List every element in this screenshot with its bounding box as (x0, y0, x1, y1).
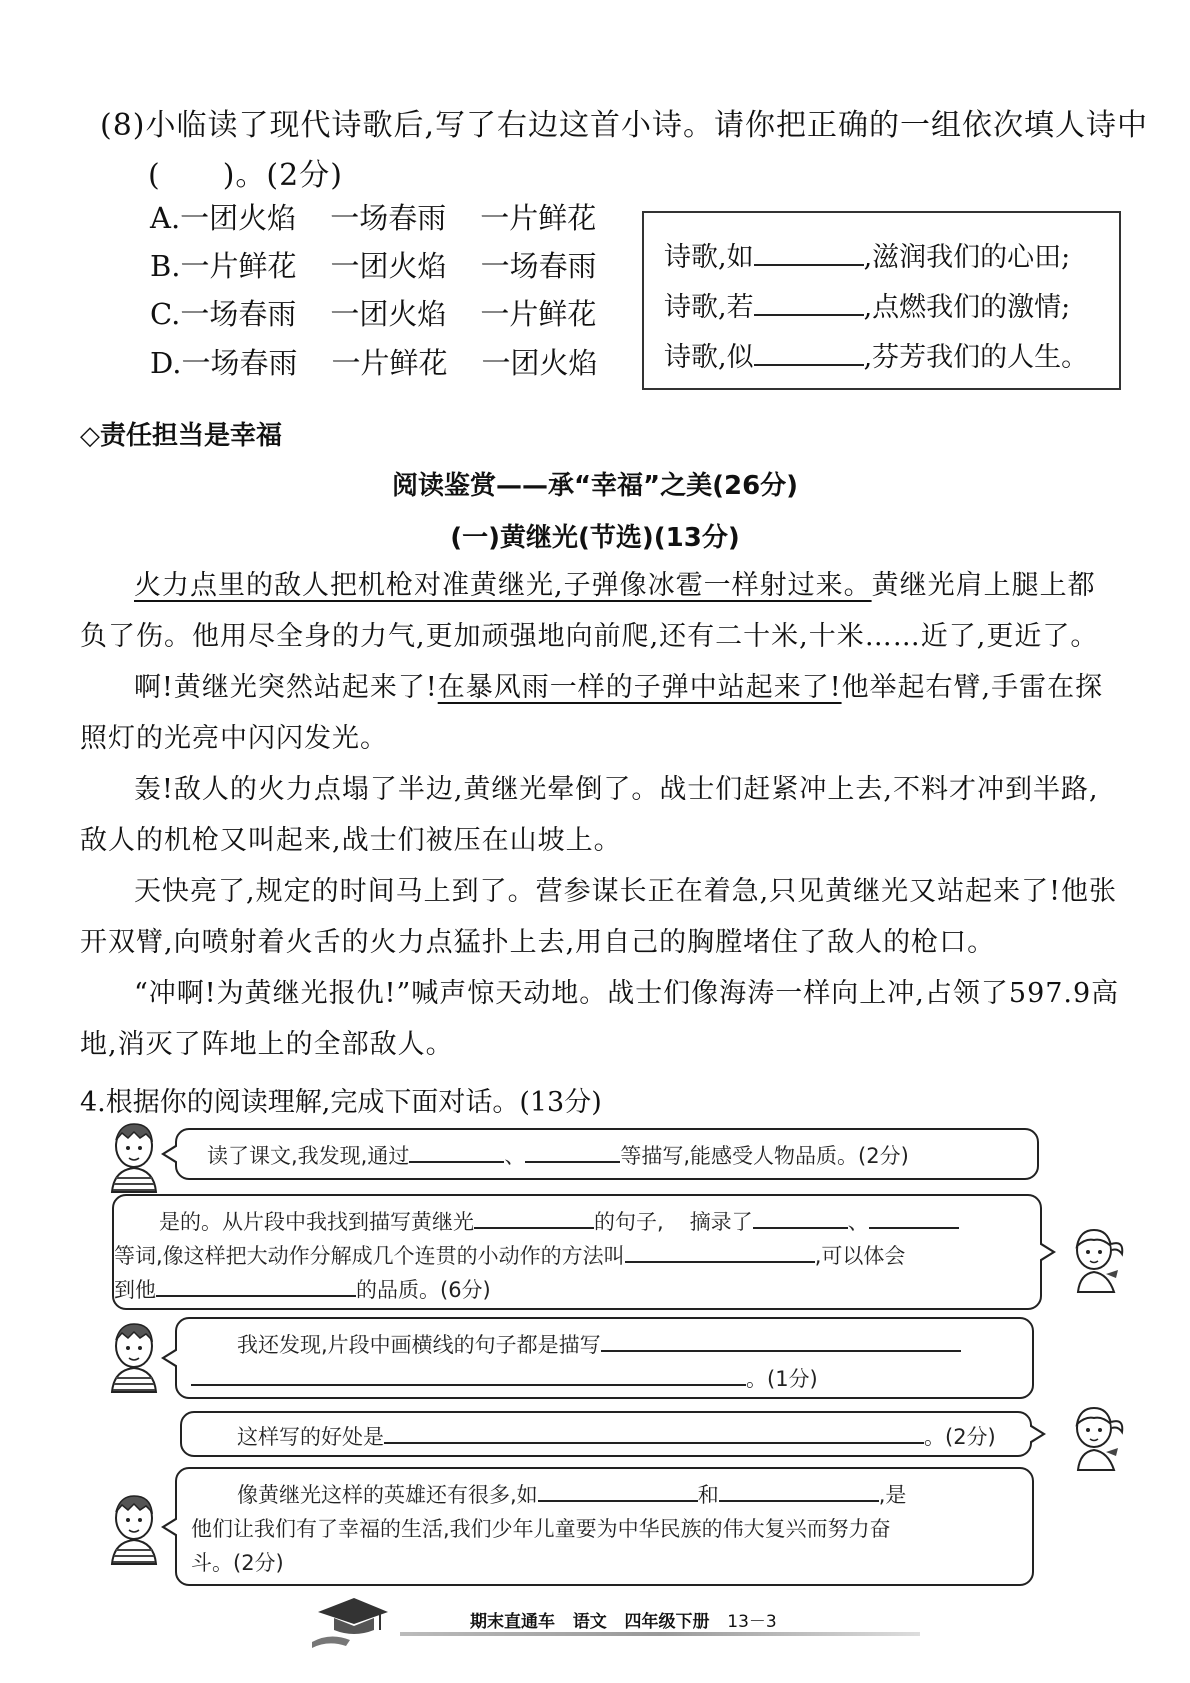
bubble-text: 、 (847, 1210, 869, 1234)
reading-title: 阅读鉴赏——承“幸福”之美(26分) (391, 471, 799, 501)
bubble-text: ,是 (878, 1483, 907, 1507)
q4-prompt: 4.根据你的阅读理解,完成下面对话。(13分) (80, 1087, 602, 1118)
poem-text: ,点燃我们的激情; (863, 292, 1071, 323)
boy-figure-icon (106, 1492, 164, 1568)
girl-figure-icon (1066, 1222, 1124, 1298)
option-label: A. (150, 201, 181, 235)
q8-line1: (8)小临读了现代诗歌后,写了右边这首小诗。请你把正确的一组依次填人诗中 (100, 108, 1149, 143)
answer-blank[interactable] (719, 1482, 879, 1502)
bubble-text: 是的。从片段中我找到描写黄继光 (159, 1210, 474, 1234)
bubble-3-line-2 (191, 1363, 818, 1393)
option-item: 一场春雨 (181, 346, 298, 380)
boy-figure-icon (106, 1320, 164, 1396)
underlined-sentence: 在暴风雨一样的子弹中站起来了! (437, 672, 842, 703)
option-item: 一团火焰 (330, 297, 447, 331)
option-item: 一场春雨 (180, 297, 297, 331)
option-d (150, 341, 631, 382)
bubble-5-line-3: 斗。(2分) (191, 1551, 284, 1575)
poem-blank[interactable] (754, 292, 864, 316)
answer-blank[interactable] (409, 1143, 504, 1163)
option-label: D. (150, 346, 182, 380)
dialog-bubble-3 (175, 1317, 1034, 1399)
bubble-2-line-2 (114, 1240, 905, 1270)
option-label: C. (150, 297, 181, 331)
option-b (150, 244, 631, 285)
bubble-text: 像黄继光这样的英雄还有很多,如 (237, 1483, 538, 1507)
passage-para-4: 天快亮了,规定的时间马上到了。营参谋长正在着急,只见黄继光又站起来了!他张开双臂,向喷射着火舌的火力点猛扑上去,用自己的胸膛堵住了敌人的枪口。 (80, 876, 1118, 958)
answer-blank[interactable] (525, 1143, 620, 1163)
footer (470, 1607, 777, 1632)
option-label: B. (150, 249, 181, 283)
bubble-5-line-2: 他们让我们有了幸福的生活,我们少年儿童要为中华民族的伟大复兴而努力奋 (191, 1517, 891, 1541)
option-a (150, 196, 630, 237)
section-title: 责任担当是幸福 (100, 421, 283, 451)
bubble-4-text (237, 1421, 996, 1451)
answer-blank[interactable] (753, 1209, 848, 1229)
option-item: 一片鲜花 (331, 346, 448, 380)
answer-blank[interactable] (625, 1243, 815, 1263)
option-item: 一团火焰 (330, 249, 447, 283)
passage-para-1 (80, 560, 1120, 662)
option-item: 一场春雨 (330, 201, 447, 235)
passage-title: (一)黄继光(节选)(13分) (450, 523, 740, 553)
option-c (150, 292, 630, 333)
answer-blank[interactable] (191, 1366, 746, 1386)
poem-box (642, 211, 1121, 390)
q8-line2: ( )。(2分) (148, 158, 343, 193)
boy-figure-icon (106, 1120, 164, 1196)
dialog-bubble-5 (175, 1467, 1034, 1586)
bubble-text: 。(2分) (924, 1425, 996, 1449)
dialog-bubble-1 (175, 1128, 1039, 1180)
option-item: 一片鲜花 (480, 297, 597, 331)
poem-line-3 (664, 335, 1088, 374)
bubble-text: 的品质。(6分) (356, 1278, 491, 1302)
answer-blank[interactable] (156, 1277, 356, 1297)
bubble-text: 等描写,能感受人物品质。(2分) (620, 1144, 909, 1168)
girl-figure-icon (1066, 1400, 1124, 1476)
bubble-text: 。(1分) (746, 1367, 818, 1391)
bubble-text: ,可以体会 (814, 1244, 906, 1268)
poem-blank[interactable] (754, 242, 864, 266)
footer-page: 13－3 (727, 1612, 777, 1632)
option-item: 一场春雨 (480, 249, 597, 283)
footer-book: 期末直通车 (470, 1612, 555, 1632)
option-item: 一团火焰 (180, 201, 297, 235)
poem-blank[interactable] (754, 342, 864, 366)
bubble-5-line-1 (237, 1479, 906, 1509)
bubble-text: 摘录了 (689, 1210, 753, 1234)
bubble-text: 到他 (114, 1278, 156, 1302)
passage-text: 他举起右臂,手雷在探照灯的光亮中闪闪发光。 (80, 672, 1104, 754)
footer-grade: 四年级下册 (624, 1612, 710, 1632)
bubble-1-text (207, 1140, 909, 1170)
answer-blank[interactable] (384, 1424, 924, 1444)
section-heading (80, 415, 282, 452)
bubble-2-line-3 (114, 1274, 491, 1304)
option-item: 一团火焰 (481, 346, 598, 380)
poem-line-2 (664, 285, 1070, 324)
option-item: 一片鲜花 (180, 249, 297, 283)
passage-para-2 (80, 662, 1120, 764)
bubble-text: 和 (697, 1483, 719, 1507)
answer-blank[interactable] (869, 1209, 959, 1229)
answer-blank[interactable] (474, 1209, 594, 1229)
answer-blank[interactable] (601, 1332, 961, 1352)
poem-text: 诗歌,若 (664, 292, 754, 323)
bubble-text: 我还发现,片段中画横线的句子都是描写 (237, 1333, 601, 1357)
graduation-cap-icon (310, 1590, 390, 1650)
dialog-bubble-4 (180, 1411, 1032, 1457)
answer-blank[interactable] (538, 1482, 698, 1502)
passage-para-3: 轰!敌人的火力点塌了半边,黄继光晕倒了。战士们赶紧冲上去,不料才冲到半路,敌人的机枪又叫起来,战士们被压在山坡上。 (80, 774, 1099, 856)
option-item: 一片鲜花 (480, 201, 597, 235)
passage-text: 啊!黄继光突然站起来了! (134, 672, 438, 703)
bubble-3-line-1 (237, 1329, 961, 1359)
passage-para-5: “冲啊!为黄继光报仇!”喊声惊天动地。战士们像海涛一样向上冲,占领了597.9高地,消灭了阵地上的全部敌人。 (80, 978, 1120, 1060)
bubble-text: 这样写的好处是 (237, 1425, 384, 1449)
poem-text: 诗歌,似 (664, 342, 754, 373)
bubble-2-line-1 (159, 1206, 959, 1236)
poem-text: ,芬芳我们的人生。 (863, 342, 1089, 373)
bubble-text: 的句子, (594, 1210, 664, 1234)
underlined-sentence: 火力点里的敌人把机枪对准黄继光,子弹像冰雹一样射过来。 (134, 570, 872, 601)
dialog-bubble-2 (112, 1194, 1042, 1310)
passage-text: 黄继光肩上腿上都负了伤。他用尽全身的力气,更加顽强地向前爬,还有二十米,十米……近了,更近了。 (80, 570, 1099, 652)
poem-text: ,滋润我们的心田; (863, 242, 1071, 273)
poem-line-1 (664, 235, 1070, 274)
bubble-text: 读了课文,我发现,通过 (207, 1144, 410, 1168)
diamond-icon: ◇ (80, 421, 100, 451)
bubble-text: 、 (504, 1144, 526, 1168)
footer-subject: 语文 (572, 1612, 607, 1632)
poem-text: 诗歌,如 (664, 242, 754, 273)
bubble-text: 等词,像这样把大动作分解成几个连贯的小动作的方法叫 (114, 1244, 625, 1268)
footer-bar (400, 1632, 920, 1636)
